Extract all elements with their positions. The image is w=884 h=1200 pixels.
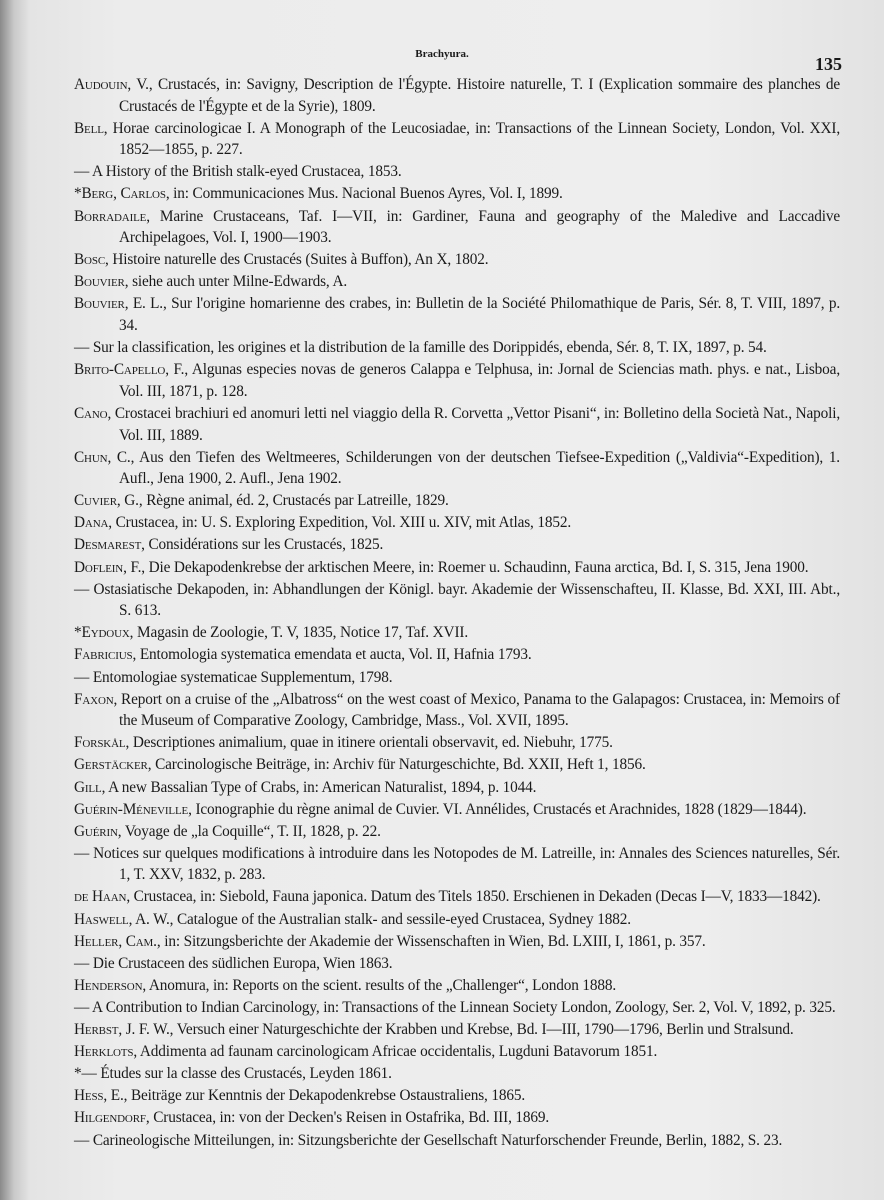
- entry-text: , A. W., Catalogue of the Australian stalk- and sessile-eyed Crustacea, Sydney 1882.: [128, 910, 631, 928]
- bibliography-entry: [74, 403, 840, 446]
- entry-author: Bell: [74, 119, 104, 137]
- entry-author: Fabricius: [74, 646, 133, 664]
- bibliography-entry: [74, 821, 840, 843]
- bibliography-entry: [74, 206, 840, 249]
- entry-text: , Magasin de Zoologie, T. V, 1835, Notice 17, Taf. XVII.: [129, 624, 469, 642]
- entry-text: , siehe auch unter Milne-Edwards, A.: [124, 273, 348, 291]
- bibliography-entry: [74, 931, 840, 953]
- page-number: 135: [815, 54, 842, 74]
- entry-author: *Berg, Carlos: [74, 185, 166, 203]
- entry-author: Desmarest: [74, 536, 142, 554]
- entry-author: Brito-Capello: [74, 361, 166, 379]
- entry-text: , Crustacea, in: U. S. Exploring Expedition, Vol. XIII u. XIV, mit Atlas, 1852.: [108, 514, 572, 532]
- entry-author: Henderson: [74, 976, 143, 994]
- bibliography-entry: [74, 337, 840, 359]
- entry-author: de Haan: [74, 888, 127, 906]
- bibliography-list: [74, 74, 840, 1152]
- bibliography-entry: [74, 1019, 840, 1041]
- bibliography-entry: [74, 777, 840, 799]
- bibliography-entry: [74, 534, 840, 556]
- entry-author: Guérin: [74, 822, 118, 840]
- entry-text: , Marine Crustaceans, Taf. I—VII, in: Gardiner, Fauna and geography of the Maledive and Laccadive Archipelagoes, Vol. I, 1900—1903.: [119, 207, 840, 247]
- entry-author: *Eydoux: [74, 624, 130, 642]
- entry-text: , Horae carcinologicae I. A Monograph of the Leucosiadae, in: Transactions of the Linnean Society, London, Vol. XXI, 1852—1855, p. 227.: [103, 119, 840, 159]
- entry-text: , Entomologia systematica emendata et aucta, Vol. II, Hafnia 1793.: [132, 646, 532, 664]
- bibliography-entry: [74, 667, 840, 689]
- entry-text: , Carcinologische Beiträge, in: Archiv für Naturgeschichte, Bd. XXII, Heft 1, 1856.: [147, 756, 646, 774]
- entry-text: *— Études sur la classe des Crustacés, Leyden 1861.: [74, 1065, 392, 1083]
- entry-author: Borradaile: [74, 207, 147, 225]
- entry-author: Doflein: [74, 558, 124, 576]
- bibliography-entry: [74, 161, 840, 183]
- bibliography-entry: [74, 843, 840, 886]
- entry-text: , Voyage de „la Coquille“, T. II, 1828, p. 22.: [117, 822, 381, 840]
- bibliography-entry: [74, 622, 840, 644]
- bibliography-entry: [74, 557, 840, 579]
- bibliography-entry: [74, 975, 840, 997]
- entry-author: Bosc: [74, 251, 106, 269]
- entry-text: , A new Bassalian Type of Crabs, in: American Naturalist, 1894, p. 1044.: [101, 778, 537, 796]
- entry-author: Hilgendorf: [74, 1109, 146, 1127]
- entry-author: Bouvier: [74, 273, 125, 291]
- entry-text: , G., Règne animal, éd. 2, Crustacés par Latreille, 1829.: [116, 492, 449, 510]
- entry-author: Cano: [74, 404, 108, 422]
- entry-text: — Die Crustaceen des südlichen Europa, Wien 1863.: [74, 954, 393, 972]
- bibliography-entry: [74, 249, 840, 271]
- entry-text: , Crustacea, in: Siebold, Fauna japonica. Datum des Titels 1850. Erschienen in Dekaden (Decas I—V, 1833—1842).: [126, 888, 821, 906]
- entry-text: , V., Crustacés, in: Savigny, Description de l'Égypte. Histoire naturelle, T. I (Explication sommaire des planches de Crustacés de l'Égypte et de la Syrie), 1809.: [119, 76, 840, 115]
- entry-text: — Sur la classification, les origines et la distribution de la famille des Dorippidés, ebenda, Sér. 8, T. IX, 1897, p. 54.: [74, 339, 767, 357]
- entry-text: , E., Beiträge zur Kenntnis der Dekapodenkrebse Ostaustraliens, 1865.: [103, 1087, 526, 1105]
- bibliography-entry: [74, 1130, 840, 1152]
- entry-text: — A History of the British stalk-eyed Crustacea, 1853.: [74, 163, 402, 181]
- entry-author: Chun: [74, 448, 108, 466]
- entry-text: , Considérations sur les Crustacés, 1825.: [141, 536, 384, 554]
- entry-text: , C., Aus den Tiefen des Weltmeeres, Schilderungen von der deutschen Tiefsee-Expedition („Valdivia“-Expedition), 1. Aufl., Jena 1900, 2. Aufl., Jena 1902.: [107, 448, 840, 488]
- bibliography-entry: [74, 644, 840, 666]
- bibliography-entry: [74, 579, 840, 622]
- entry-text: , Histoire naturelle des Crustacés (Suites à Buffon), An X, 1802.: [105, 251, 489, 269]
- entry-text: , F., Die Dekapodenkrebse der arktischen Meere, in: Roemer u. Schaudinn, Fauna arctica, Bd. I, S. 315, Jena 1900.: [123, 558, 809, 576]
- bibliography-entry: [74, 997, 840, 1019]
- entry-author: Cuvier: [74, 492, 117, 510]
- entry-text: — Entomologiae systematicae Supplementum, 1798.: [74, 668, 393, 686]
- entry-author: Faxon: [74, 690, 114, 708]
- entry-author: Haswell: [74, 910, 129, 928]
- entry-text: , F., Algunas especies novas de generos Calappa e Telphusa, in: Jornal de Sciencias math. phys. e nat., Lisboa, Vol. III, 1871, p. 128.: [119, 361, 840, 400]
- bibliography-entry: [74, 490, 840, 512]
- entry-author: Audouin: [74, 76, 128, 93]
- entry-author: Bouvier: [74, 295, 125, 313]
- entry-text: — A Contribution to Indian Carcinology, in: Transactions of the Linnean Society London, Zoology, Ser. 2, Vol. V, 1892, p. 325.: [74, 998, 836, 1016]
- entry-text: , in: Sitzungsberichte der Akademie der Wissenschaften in Wien, Bd. LXIII, I, 1861, p. 357.: [156, 932, 706, 950]
- bibliography-entry: [74, 1063, 840, 1085]
- bibliography-entry: [74, 183, 840, 205]
- bibliography-entry: [74, 732, 840, 754]
- entry-author: Guérin-Méneville: [74, 800, 189, 818]
- entry-text: , Report on a cruise of the „Albatross“ on the west coast of Mexico, Panama to the Galapagos: Crustacea, in: Memoirs of the Museum of Comparative Zoology, Cambridge, Mass., Vol. XVII, 1895.: [113, 690, 840, 730]
- entry-text: , Crustacea, in: von der Decken's Reisen in Ostafrika, Bd. III, 1869.: [145, 1109, 550, 1127]
- entry-author: Gerstäcker: [74, 756, 148, 774]
- entry-text: — Notices sur quelques modifications à introduire dans les Notopodes de M. Latreille, in: Annales des Sciences naturelles, Sér. 1, T. XXV, 1832, p. 283.: [74, 844, 840, 884]
- bibliography-entry: [74, 118, 840, 161]
- entry-author: Hess: [74, 1087, 104, 1105]
- entry-author: Dana: [74, 514, 109, 532]
- bibliography-entry: [74, 359, 840, 402]
- bibliography-entry: [74, 689, 840, 732]
- bibliography-entry: [74, 293, 840, 336]
- entry-text: , in: Communicaciones Mus. Nacional Buenos Ayres, Vol. I, 1899.: [165, 185, 563, 203]
- bibliography-entry: [74, 512, 840, 534]
- entry-author: Herklots: [74, 1043, 134, 1061]
- bibliography-entry: [74, 799, 840, 821]
- entry-text: , Addimenta ad faunam carcinologicam Africae occidentalis, Lugduni Batavorum 1851.: [133, 1043, 658, 1061]
- entry-text: — Carineologische Mitteilungen, in: Sitzungsberichte der Gesellschaft Naturforschender Freunde, Berlin, 1882, S. 23.: [74, 1131, 783, 1149]
- bibliography-entry: [74, 271, 840, 293]
- entry-text: — Ostasiatische Dekapoden, in: Abhandlungen der Königl. bayr. Akademie der Wissenschafteu, II. Klasse, Bd. XXI, III. Abt., S. 613.: [74, 580, 840, 620]
- bibliography-entry: [74, 886, 840, 908]
- entry-author: Herbst: [74, 1021, 119, 1039]
- bibliography-entry: [74, 1041, 840, 1063]
- bibliography-entry: [74, 1085, 840, 1107]
- entry-text: , Iconographie du règne animal de Cuvier. VI. Annélides, Crustacés et Arachnides, 1828 (1829—1844).: [188, 800, 807, 818]
- entry-text: , Crostacei brachiuri ed anomuri letti nel viaggio della R. Corvetta „Vettor Pisani“, in: Bolletino della Società Nat., Napoli, Vol. III, 1889.: [107, 404, 840, 444]
- bibliography-entry: [74, 1107, 840, 1129]
- running-header: Brachyura.: [415, 48, 469, 60]
- bibliography-entry: [74, 754, 840, 776]
- bibliography-entry: [74, 74, 840, 117]
- bibliography-entry: [74, 447, 840, 490]
- entry-text: , Anomura, in: Reports on the scient. results of the „Challenger“, London 1888.: [142, 976, 617, 994]
- entry-author: Heller, Cam.: [74, 932, 157, 950]
- entry-text: , Descriptiones animalium, quae in itinere orientali observavit, ed. Niebuhr, 1775.: [125, 734, 613, 752]
- entry-text: , J. F. W., Versuch einer Naturgeschichte der Krabben und Krebse, Bd. I—III, 1790—1796, Berlin und Stralsund.: [118, 1021, 794, 1039]
- bibliography-entry: [74, 909, 840, 931]
- entry-author: Forskål: [74, 734, 126, 752]
- entry-text: , E. L., Sur l'origine homarienne des crabes, in: Bulletin de la Société Philomathique de Paris, Sér. 8, T. VIII, 1897, p. 34.: [119, 295, 840, 335]
- entry-author: Gill: [74, 778, 102, 796]
- bibliography-entry: [74, 953, 840, 975]
